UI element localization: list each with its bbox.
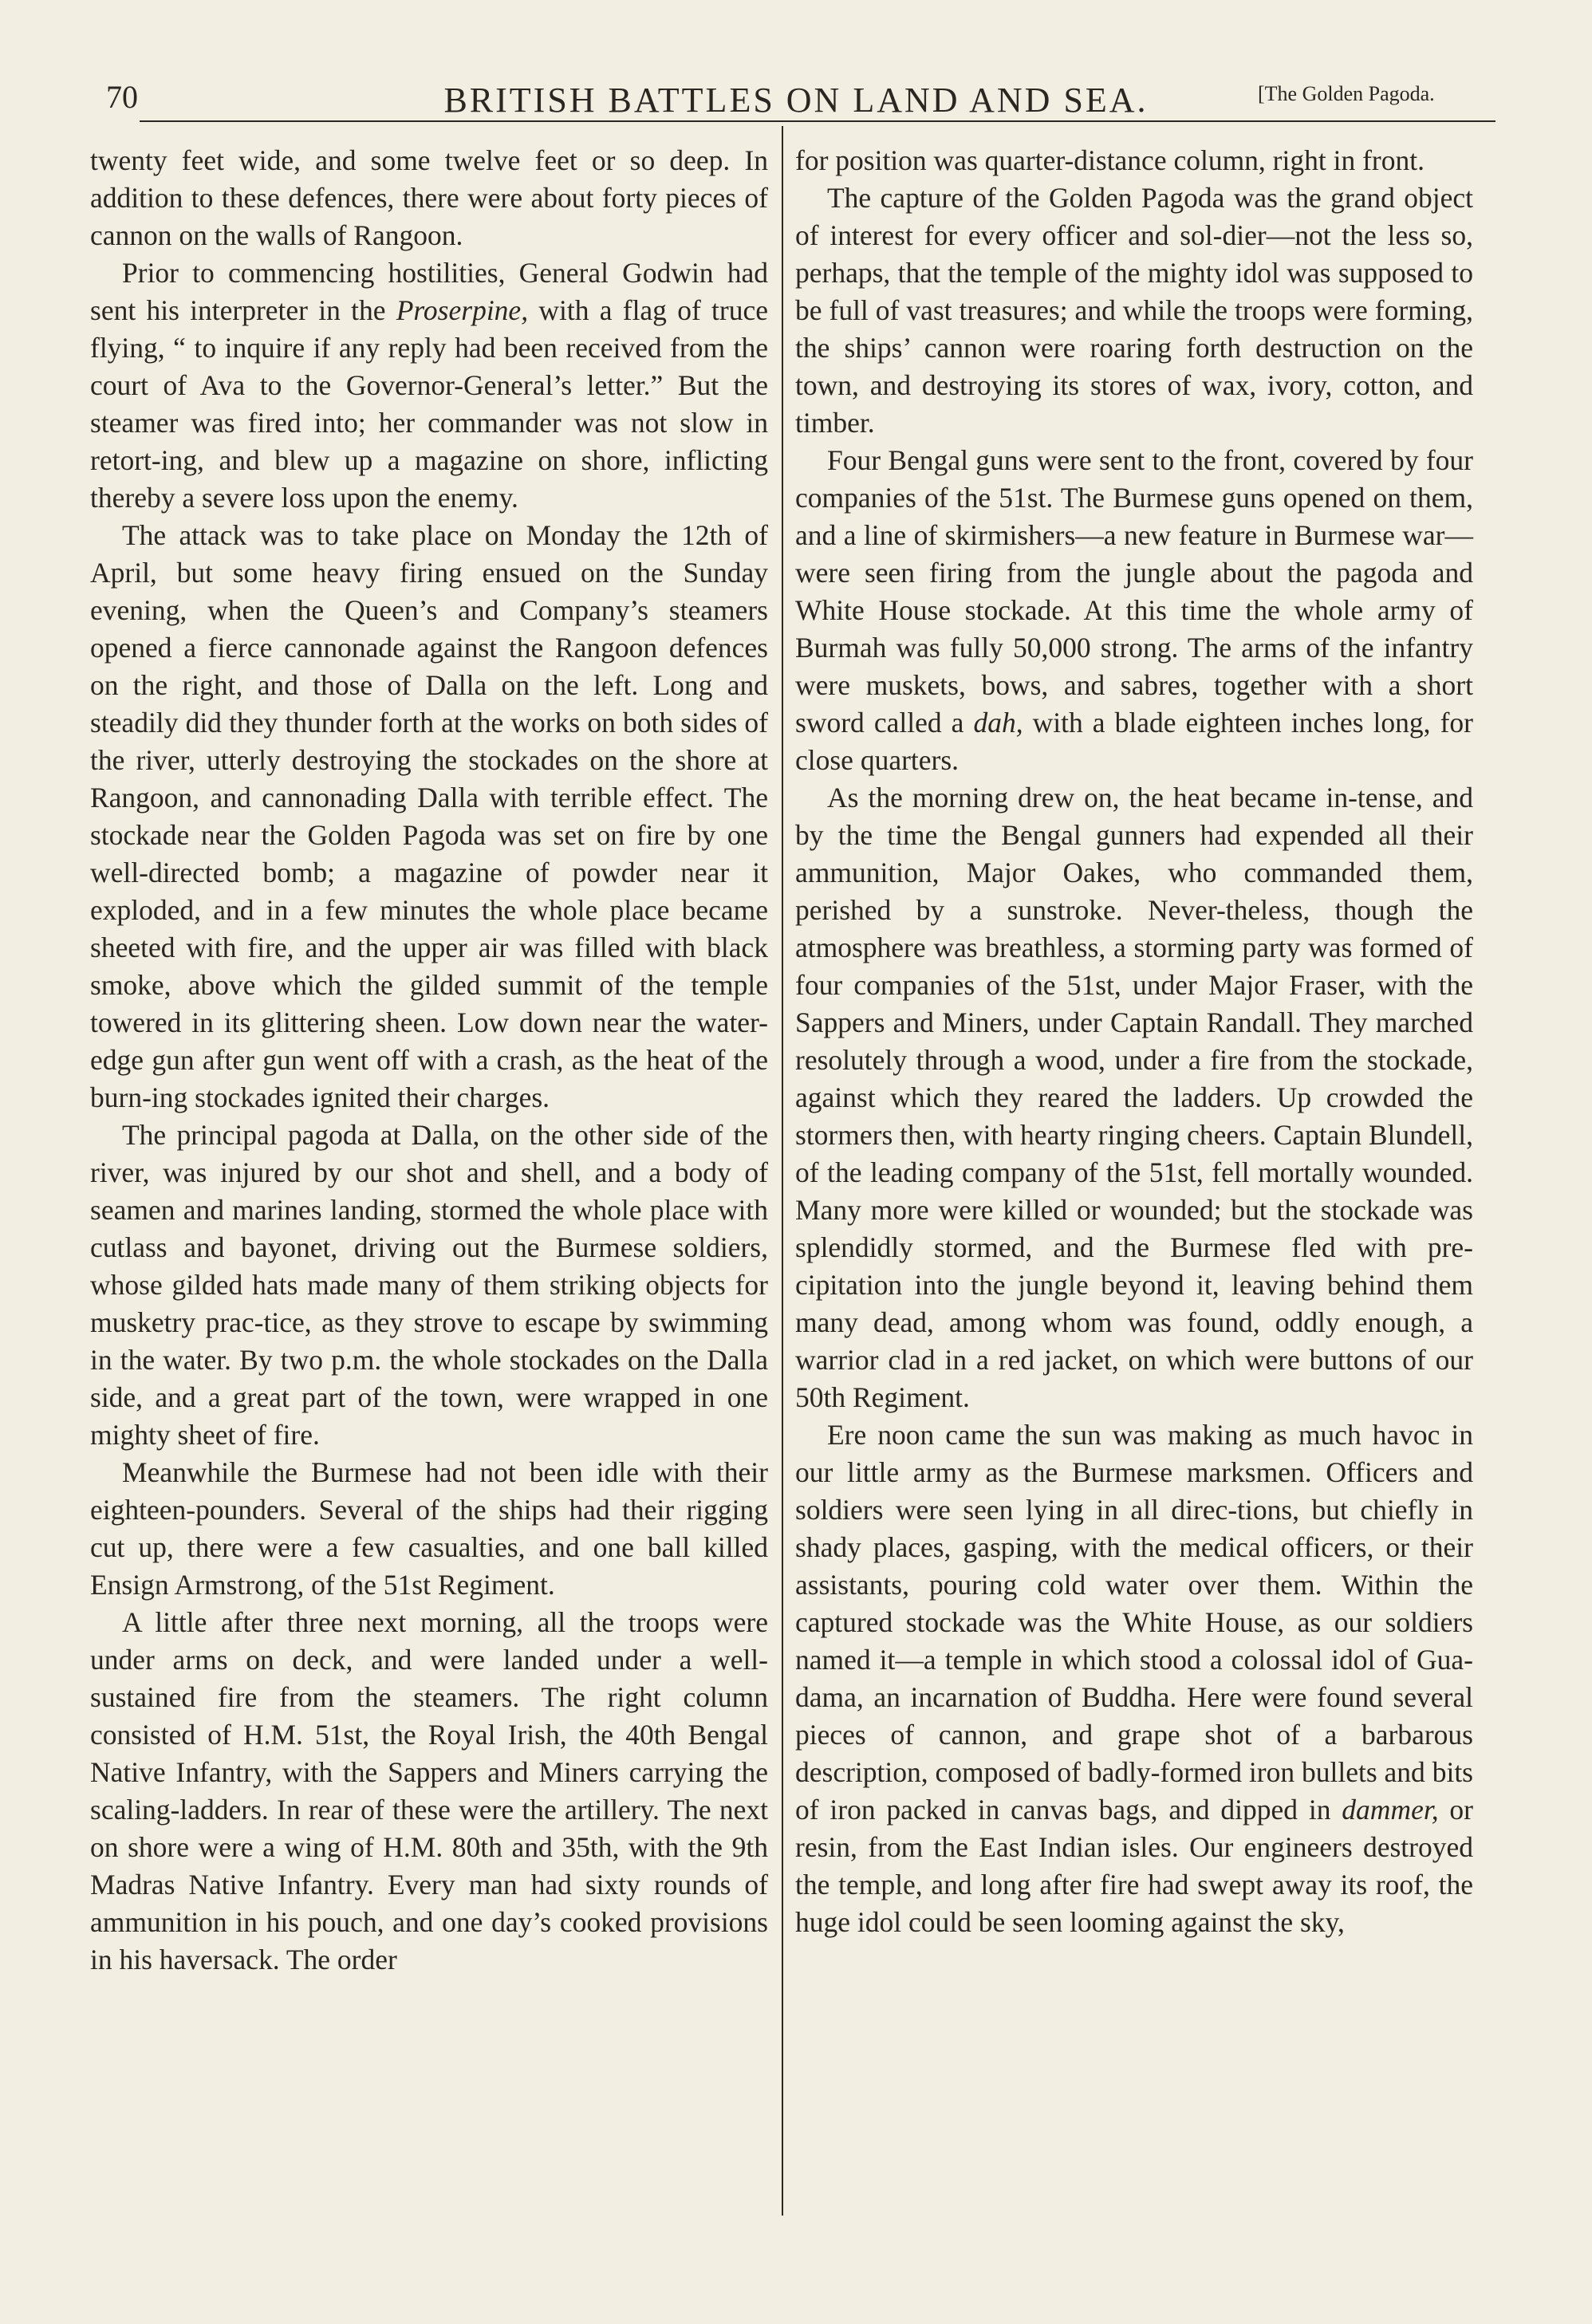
paragraph	[795, 779, 1473, 1416]
text-run: The attack was to take place on Monday the 12th of April, but some heavy firing ensued on the Sunday evening, when the Queen’s and Company’s steamers opened a fierce cannonade against the Rangoon defences on the right, and those of Dalla on the left. Long and steadily did they thunder forth at the works on both sides of the river, utterly destroying the stockades on the shore at Rangoon, and cannonading Dalla with terrible effect. The stockade near the Golden Pagoda was set on fire by one well-directed bomb; a magazine of powder near it exploded, and in a few minutes the whole place became sheeted with fire, and the upper air was filled with black smoke, above which the gilded summit of the temple towered in its glittering sheen. Low down near the water-edge gun after gun went off with a crash, as the heat of the burn-ing stockades ignited their charges.	[90, 519, 768, 1113]
text-run: Ere noon came the sun was making as much havoc in our little army as the Burmese marksmen. Officers and soldiers were seen lying in all direc-tions, but chiefly in shady places, gasping, with the medical officers, or their assistants, pouring cold water over them. Within the captured stockade was the White House, as our soldiers named it—a temple in which stood a colossal idol of Gua-dama, an incarnation of Buddha. Here were found several pieces of cannon, and grape shot of a barbarous description, composed of badly-formed iron bullets and bits of iron packed in canvas bags, and dipped in	[795, 1419, 1473, 1826]
text-run: with a flag of truce flying, “ to inquire if any reply had been received from the court of Ava to the Governor-General’s letter.” But the steamer was fired into; her commander was not slow in retort-ing, and blew up a magazine on shore, inflicting thereby a severe loss upon the enemy.	[90, 294, 768, 514]
header-rule	[140, 120, 1495, 122]
paragraph	[795, 179, 1473, 442]
italic-text: dah,	[973, 707, 1023, 739]
text-run: Meanwhile the Burmese had not been idle with their eighteen-pounders. Several of the ships had their rigging cut up, there were a few casualties, and one ball killed Ensign Armstrong, of the 51st Regiment.	[90, 1456, 768, 1601]
paragraph	[90, 517, 768, 1117]
text-run: The principal pagoda at Dalla, on the other side of the river, was injured by our shot and shell, and a body of seamen and marines landing, stormed the whole place with cutlass and bayonet, driving out the Burmese soldiers, whose gilded hats made many of them striking objects for musketry prac-tice, as they strove to escape by swimming in the water. By two p.m. the whole stockades on the Dalla side, and a great part of the town, were wrapped in one mighty sheet of fire.	[90, 1119, 768, 1451]
paragraph	[795, 142, 1473, 179]
paragraph	[90, 254, 768, 517]
paragraph	[90, 142, 768, 254]
text-run: twenty feet wide, and some twelve feet or so deep. In addition to these defences, there were about forty pieces of cannon on the walls of Rangoon.	[90, 144, 768, 251]
paragraph	[795, 442, 1473, 779]
text-run: A little after three next morning, all the troops were under arms on deck, and were landed under a well-sustained fire from the steamers. The right column consisted of H.M. 51st, the Royal Irish, the 40th Bengal Native Infantry, with the Sappers and Miners carrying the scaling-ladders. In rear of these were the artillery. The next on shore were a wing of H.M. 80th and 35th, with the 9th Madras Native Infantry. Every man had sixty rounds of ammunition in his pouch, and one day’s cooked provisions in his haversack. The order	[90, 1606, 768, 1975]
text-run: or resin, from the East Indian isles. Our engineers destroyed the temple, and long after fire had swept away its roof, the huge idol could be seen looming against the sky,	[795, 1794, 1473, 1938]
section-tag: [The Golden Pagoda.	[1258, 82, 1435, 105]
italic-text: Proserpine,	[396, 294, 529, 326]
running-title: BRITISH BATTLES ON LAND AND SEA.	[443, 81, 1149, 120]
text-run: Prior to commencing hostilities, General Godwin had sent his interpreter in the	[90, 257, 768, 326]
page-header	[0, 0, 1592, 136]
text-run: with a blade eighteen inches long, for close quarters.	[795, 707, 1473, 776]
left-column	[90, 142, 768, 1979]
text-run: The capture of the Golden Pagoda was the grand object of interest for every officer and sol-dier—not the less so, perhaps, that the temple of the mighty idol was supposed to be full of vast treasures; and while the troops were forming, the ships’ cannon were roaring forth destruction on the town, and destroying its stores of wax, ivory, cotton, and timber.	[795, 182, 1473, 439]
page-number: 70	[106, 79, 138, 115]
column-rule	[782, 126, 783, 2216]
paragraph	[90, 1604, 768, 1979]
paragraph	[90, 1117, 768, 1454]
paragraph	[795, 1416, 1473, 1941]
right-column	[795, 142, 1473, 1941]
paragraph	[90, 1454, 768, 1604]
text-run: Four Bengal guns were sent to the front, covered by four companies of the 51st. The Burmese guns opened on them, and a line of skirmishers—a new feature in Burmese war—were seen firing from the jungle about the pagoda and White House stockade. At this time the whole army of Burmah was fully 50,000 strong. The arms of the infantry were muskets, bows, and sabres, together with a short sword called a	[795, 444, 1473, 739]
text-run: for position was quarter-distance column, right in front.	[795, 144, 1425, 176]
italic-text: dammer,	[1342, 1794, 1439, 1826]
text-run: As the morning drew on, the heat became in-tense, and by the time the Bengal gunners had expended all their ammunition, Major Oakes, who commanded them, perished by a sunstroke. Never-theless, though the atmosphere was breathless, a storming party was formed of four companies of the 51st, under Major Fraser, with the Sappers and Miners, under Captain Randall. They marched resolutely through a wood, under a fire from the stockade, against which they reared the ladders. Up crowded the stormers then, with hearty ringing cheers. Captain Blundell, of the leading company of the 51st, fell mortally wounded. Many more were killed or wounded; but the stockade was splendidly stormed, and the Burmese fled with pre-cipitation into the jungle beyond it, leaving behind them many dead, among whom was found, oddly enough, a warrior clad in a red jacket, on which were buttons of our 50th Regiment.	[795, 782, 1473, 1413]
